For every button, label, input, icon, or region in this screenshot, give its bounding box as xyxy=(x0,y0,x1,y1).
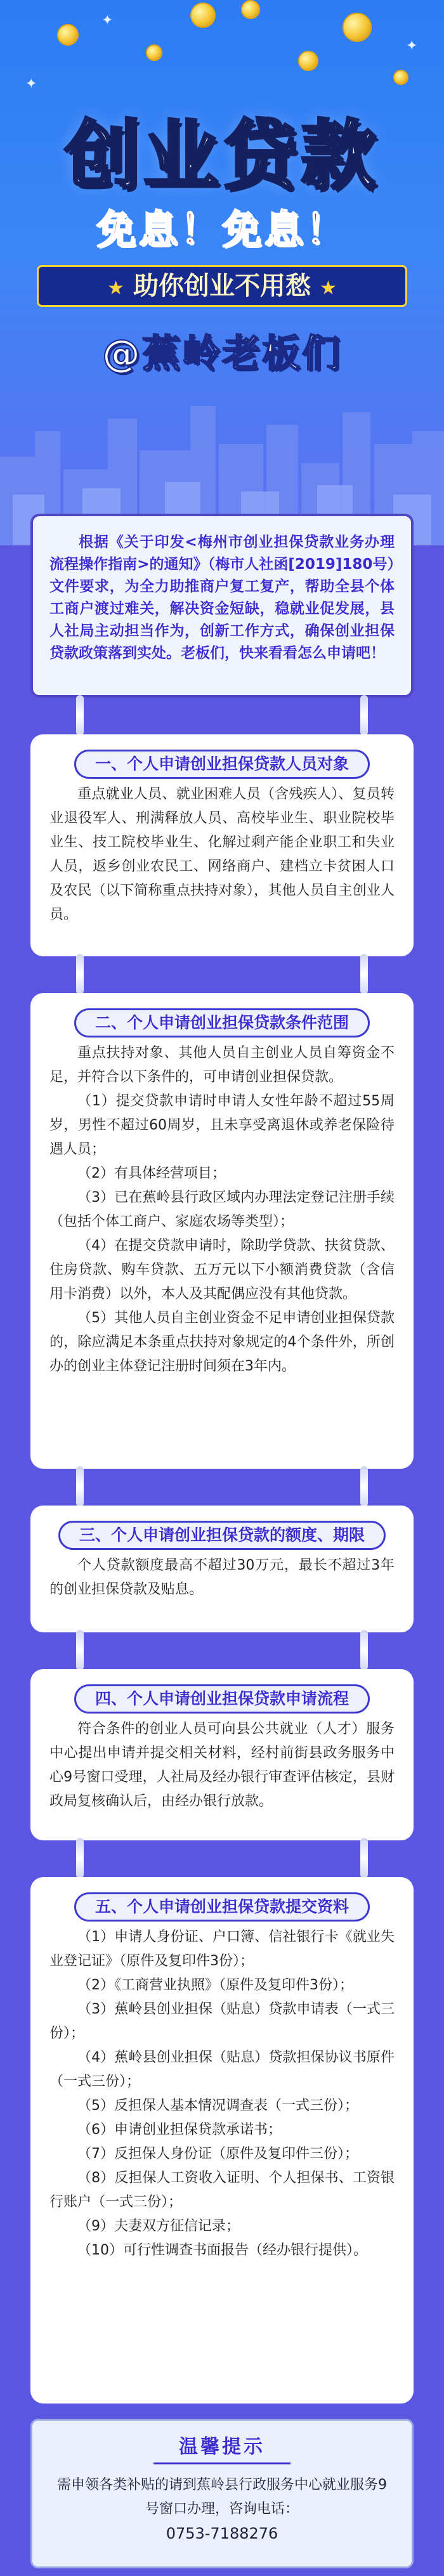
document-item: （9）夫妻双方征信记录； xyxy=(77,2218,240,2234)
section-intro: 重点扶持对象、其他人员自主创业人员自筹资金不足，并符合以下条件的，可申请创业担保贷款。 xyxy=(49,1045,395,1085)
connector-bar xyxy=(76,1630,84,1670)
condition-item: （5）其他人员自主创业资金不足申请创业担保贷款的，除应满足本条重点扶持对象规定的4个条件外，所创办的创业主体登记注册时间须在3年内。 xyxy=(49,1310,395,1374)
document-item: （8）反担保人工资收入证明、个人担保书、工资银行账户（一式三份）； xyxy=(49,2170,395,2210)
condition-item: （4）在提交贷款申请时，除助学贷款、扶贫贷款、住房贷款、购车贷款、五万元以下小额消费贷款（含信用卡消费）以外，本人及其配偶应没有其他贷款。 xyxy=(49,1238,395,1302)
connector-bar xyxy=(360,1630,368,1670)
condition-item: （1）提交贷款申请时申请人女性年龄不超过55周岁，男性不超过60周岁，且未享受离退休或养老保险待遇人员； xyxy=(49,1093,395,1157)
section-title: 二、个人申请创业担保贷款条件范围 xyxy=(74,1008,370,1038)
footer-text: 需申领各类补贴的请到蕉岭县行政服务中心就业服务9号窗口办理，咨询电话： xyxy=(57,2477,387,2517)
star-icon: ★ xyxy=(319,277,337,299)
section-process xyxy=(30,1669,414,1840)
connector-bar xyxy=(76,695,84,736)
section-title: 四、个人申请创业担保贷款申请流程 xyxy=(74,1684,370,1714)
section-documents xyxy=(30,1877,414,2404)
section-title: 一、个人申请创业担保贷款人员对象 xyxy=(74,750,370,779)
section-body: 符合条件的创业人员可向县公共就业（人才）服务中心提出申请并提交相关材料，经村前街县政务服务中心9号窗口受理，人社局及经办银行审查评估核定，县财政局复核确认后，由经办银行放款。 xyxy=(49,1721,395,1809)
connector-bar xyxy=(360,695,368,736)
section-title: 五、个人申请创业担保贷款提交资料 xyxy=(74,1892,370,1922)
document-item: （5）反担保人基本情况调查表（一式三份）； xyxy=(77,2098,358,2114)
contact-phone[interactable]: 0753-7188276 xyxy=(166,2525,278,2542)
hero-banner xyxy=(0,0,444,545)
connector-bar xyxy=(76,1466,84,1507)
location-tag: @蕉岭老板们 xyxy=(102,332,342,376)
subtitle: 免息！免息！ xyxy=(96,206,348,252)
section-eligible-persons xyxy=(30,734,414,956)
gold-coin-icon xyxy=(57,24,79,46)
document-item: （3）蕉岭县创业担保（贴息）贷款申请表（一式三份）； xyxy=(49,2001,395,2041)
sparkle-icon: ✦ xyxy=(25,76,37,92)
condition-item: （2）有具体经营项目； xyxy=(77,1166,226,1181)
gold-coin-icon xyxy=(343,13,372,42)
section-amount-term xyxy=(30,1506,414,1632)
document-item: （1）申请人身份证、户口簿、信社银行卡《就业失业登记证》（原件及复印件3份）； xyxy=(49,1929,395,1969)
intro-card xyxy=(30,514,414,698)
document-item: （4）蕉岭县创业担保（贴息）贷款担保协议书原件（一式三份）； xyxy=(49,2050,395,2090)
sparkle-icon: ✦ xyxy=(406,38,418,54)
document-item: （2）《工商营业执照》（原件及复印件3份）； xyxy=(77,1977,353,1993)
intro-text: 根据《关于印发<梅州市创业担保贷款业务办理流程操作指南>的通知》（梅市人社函[2019]180号）文件要求，为全力助推商户复工复产，帮助全县个体工商户渡过难关，解决资金短缺，稳就业促发展，县人社局主动担当作为，创新工作方式，确保创业担保贷款政策落到实处。老板们，快来看看怎么申请吧！ xyxy=(49,534,395,661)
connector-bar xyxy=(76,954,84,994)
section-body: 重点就业人员、就业困难人员（含残疾人）、复员转业退役军人、刑满释放人员、高校毕业生、职业院校毕业生、技工院校毕业生、化解过剩产能企业职工和失业人员，返乡创业农民工、网络商户、建档立卡贫困人口及农民（以下简称重点扶持对象），其他人员自主创业人员。 xyxy=(49,786,395,923)
section-title: 三、个人申请创业担保贷款的额度、期限 xyxy=(58,1521,386,1550)
connector-bar xyxy=(76,1838,84,1878)
condition-item: （3）已在蕉岭县行政区域内办理法定登记注册手续（包括个体工商户、家庭农场等类型）； xyxy=(49,1190,395,1230)
page-title: 创业贷款 xyxy=(64,112,379,199)
document-item: （7）反担保人身份证（原件及复印件三份）； xyxy=(77,2146,358,2162)
footer-title: 温馨提示 xyxy=(153,2431,291,2464)
slogan-text: 助你创业不用愁 xyxy=(133,271,311,301)
gold-coin-icon xyxy=(241,0,260,19)
star-icon: ★ xyxy=(107,277,125,299)
slogan-banner xyxy=(37,265,407,307)
gold-coin-icon xyxy=(190,3,216,28)
gold-coin-icon xyxy=(393,70,408,85)
section-conditions xyxy=(30,993,414,1469)
section-body: 个人贷款额度最高不超过30万元，最长不超过3年的创业担保贷款及贴息。 xyxy=(49,1558,395,1597)
gold-coin-icon xyxy=(146,44,162,61)
connector-bar xyxy=(360,1838,368,1878)
footer-notice xyxy=(30,2419,414,2568)
document-item: （10）可行性调查书面报告（经办银行提供）。 xyxy=(77,2242,367,2258)
connector-bar xyxy=(360,1466,368,1507)
document-item: （6）申请创业担保贷款承诺书； xyxy=(77,2122,282,2138)
gold-coin-icon xyxy=(298,51,318,71)
sparkle-icon: ✦ xyxy=(101,13,114,29)
connector-bar xyxy=(360,954,368,994)
